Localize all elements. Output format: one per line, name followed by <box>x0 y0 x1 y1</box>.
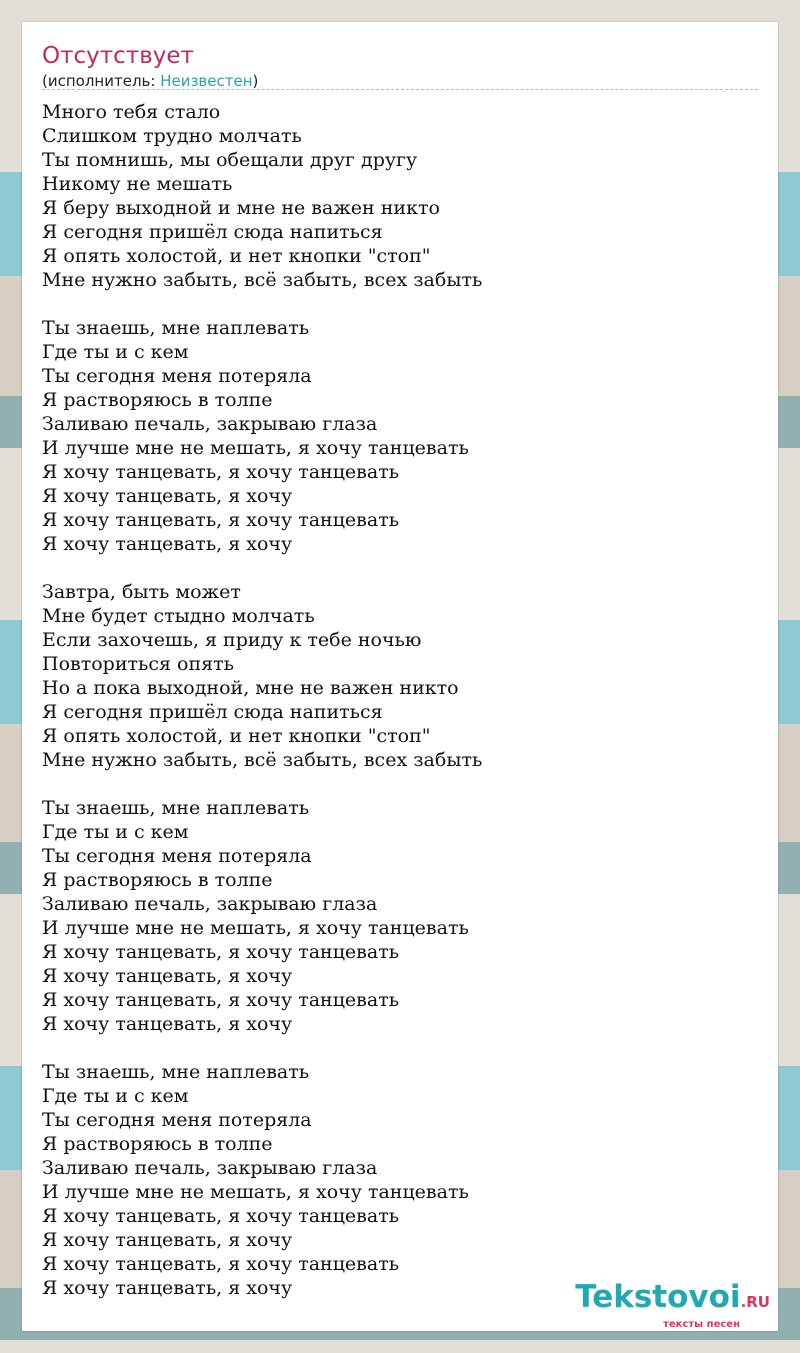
lyric-line: Ты знаешь, мне наплевать <box>42 797 310 819</box>
lyric-line: Я хочу танцевать, я хочу <box>42 1013 293 1035</box>
lyric-line: Завтра, быть может <box>42 581 241 603</box>
stanza-break <box>42 772 482 796</box>
lyric-line: Я хочу танцевать, я хочу танцевать <box>42 941 400 963</box>
lyric-line: Я сегодня пришёл сюда напиться <box>42 221 383 243</box>
logo-name: Tekstovoi <box>575 1279 741 1315</box>
lyric-line: Я хочу танцевать, я хочу танцевать <box>42 1253 400 1275</box>
title-divider <box>42 89 758 90</box>
lyric-line: Я хочу танцевать, я хочу <box>42 1229 293 1251</box>
lyric-line: Ты знаешь, мне наплевать <box>42 317 310 339</box>
lyric-line: Я растворяюсь в толпе <box>42 389 273 411</box>
stanza-break <box>42 1036 482 1060</box>
lyric-line: Я опять холостой, и нет кнопки "стоп" <box>42 725 431 747</box>
lyric-line: И лучше мне не мешать, я хочу танцевать <box>42 437 469 459</box>
lyric-line: Много тебя стало <box>42 101 221 123</box>
lyric-line: Заливаю печаль, закрываю глаза <box>42 413 378 435</box>
lyric-line: Ты сегодня меня потеряла <box>42 1109 312 1131</box>
lyric-line: Я опять холостой, и нет кнопки "стоп" <box>42 245 431 267</box>
lyric-line: Ты помнишь, мы обещали друг другу <box>42 149 418 171</box>
lyric-line: Я хочу танцевать, я хочу танцевать <box>42 509 400 531</box>
lyrics-text <box>42 100 482 1300</box>
lyric-line: Ты сегодня меня потеряла <box>42 845 312 867</box>
logo-tagline: тексты песен <box>663 1319 740 1330</box>
stanza-break <box>42 556 482 580</box>
lyric-line: Я растворяюсь в толпе <box>42 1133 273 1155</box>
lyric-line: Я сегодня пришёл сюда напиться <box>42 701 383 723</box>
lyric-line: Ты сегодня меня потеряла <box>42 365 312 387</box>
lyric-line: Я хочу танцевать, я хочу танцевать <box>42 461 400 483</box>
lyric-line: Заливаю печаль, закрываю глаза <box>42 893 378 915</box>
lyric-line: Мне будет стыдно молчать <box>42 605 315 627</box>
stanza-break <box>42 292 482 316</box>
lyric-line: Ты знаешь, мне наплевать <box>42 1061 310 1083</box>
lyric-line: Заливаю печаль, закрываю глаза <box>42 1157 378 1179</box>
site-logo[interactable] <box>575 1280 770 1331</box>
artist-suffix: ) <box>252 72 259 90</box>
lyric-line: Мне нужно забыть, всё забыть, всех забыть <box>42 749 483 771</box>
lyric-line: Если захочешь, я приду к тебе ночью <box>42 629 422 651</box>
lyric-line: Мне нужно забыть, всё забыть, всех забыть <box>42 269 483 291</box>
background-stripe <box>0 1340 800 1353</box>
lyric-line: И лучше мне не мешать, я хочу танцевать <box>42 917 469 939</box>
lyric-line: Я хочу танцевать, я хочу танцевать <box>42 1205 400 1227</box>
artist-link[interactable]: Неизвестен <box>160 72 253 90</box>
lyric-line: Я хочу танцевать, я хочу <box>42 1277 293 1299</box>
logo-tld: .RU <box>740 1293 770 1311</box>
artist-prefix: (исполнитель: <box>42 72 161 90</box>
artist-line <box>42 71 258 91</box>
lyric-line: Где ты и с кем <box>42 341 189 363</box>
lyric-line: И лучше мне не мешать, я хочу танцевать <box>42 1181 469 1203</box>
lyric-line: Я хочу танцевать, я хочу <box>42 965 293 987</box>
lyric-line: Я хочу танцевать, я хочу <box>42 485 293 507</box>
lyric-line: Слишком трудно молчать <box>42 125 302 147</box>
lyric-line: Я хочу танцевать, я хочу <box>42 533 293 555</box>
lyric-line: Где ты и с кем <box>42 821 189 843</box>
lyric-line: Никому не мешать <box>42 173 233 195</box>
song-title: Отсутствует <box>42 43 194 69</box>
lyric-line: Я беру выходной и мне не важен никто <box>42 197 440 219</box>
lyrics-card <box>22 22 778 1331</box>
lyric-line: Где ты и с кем <box>42 1085 189 1107</box>
lyric-line: Повториться опять <box>42 653 234 675</box>
lyric-line: Я растворяюсь в толпе <box>42 869 273 891</box>
lyric-line: Но а пока выходной, мне не важен никто <box>42 677 459 699</box>
lyric-line: Я хочу танцевать, я хочу танцевать <box>42 989 400 1011</box>
